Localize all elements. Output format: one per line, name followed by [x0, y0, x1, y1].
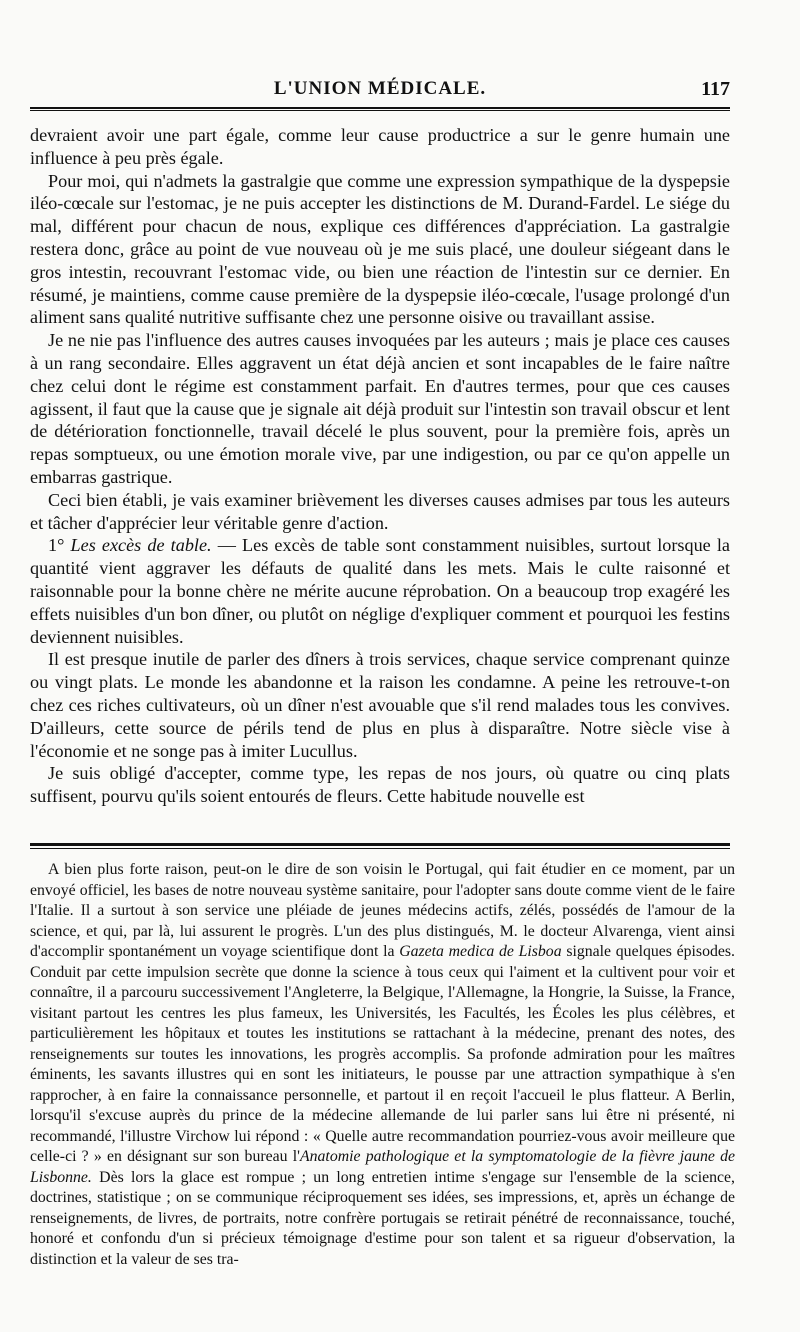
main-text — [30, 124, 730, 839]
footnote-text-2: signale quelques épisodes. Conduit par cette impulsion secrète que donne la science à tous ceux qui l'aiment et la cultivent pour voir et connaître, il a parcouru successivement l'Angleterre, la Belgique, l'Allemagne, la Hongrie, la Suisse, la France, visitant partout les centres les plus fameux, les Universités, les Facultés, les Écoles les plus célèbres, et particulièrement les hôpitaux et toutes les institutions se rattachant à la médecine, prenant des notes, des renseignements sur toutes les innovations, les progrès accomplis. Sa profonde admiration pour les maîtres éminents, les savants illustres qui en sont les initiateurs, le pousse par une attraction sympathique à s'en rapprocher, à en faire la connaissance personnelle, et partout il en reçoit l'accueil le plus flatteur. A Berlin, lorsqu'il s'excuse auprès du prince de la médecine allemande de lui parler sans lui être ni présenté, ni recommandé, l'illustre Virchow lui répond : « Quelle autre recommandation pourriez-vous avoir meilleure que celle-ci ? » en désignant sur son bureau l' — [30, 943, 735, 1165]
journal-title: Gazeta medica de Lisboa — [399, 943, 562, 960]
paragraph-6: Il est presque inutile de parler des dîners à trois services, chaque service comprenant quinze ou vingt plats. Le monde les abandonne et la raison les condamne. A peine les retrouve-t-on chez ces riches cultivateurs, où un dîner n'est avouable que s'il rend malades tous les convives. D'ailleurs, cette source de périls tend de plus en plus à disparaître. Notre siècle vise à l'économie et ne songe pas à imiter Lucullus. — [30, 649, 730, 761]
running-title: L'UNION MÉDICALE. — [273, 78, 487, 99]
footnote-separator-thin — [30, 848, 730, 849]
page-header — [30, 78, 730, 104]
paragraph-5 — [30, 534, 730, 648]
header-rule — [30, 107, 730, 109]
footnote — [30, 860, 735, 1320]
paragraph-4: Ceci bien établi, je vais examiner brièvement les diverses causes admises par tous les auteurs et tâcher d'apprécier leur véritable genre d'action. — [30, 489, 730, 533]
paragraph-7: Je suis obligé d'accepter, comme type, les repas de nos jours, où quatre ou cinq plats suffisent, pourvu qu'ils soient entourés de fleurs. Cette habitude nouvelle est — [30, 763, 730, 807]
paragraph-1: devraient avoir une part égale, comme leur cause productrice a sur le genre humain une influence à peu près égale. — [30, 125, 730, 168]
footnote-text-3: Dès lors la glace est rompue ; un long entretien intime s'engage sur l'ensemble de la science, doctrines, statistique ; on se communique réciproquement ses idées, ses impressions, et, après un échange de renseignements, de livres, de portraits, notre confrère portugais se retirait pénétré de reconnaissance, touché, honoré et confondu d'un si précieux témoignage d'estime pour son talent et sa rigueur d'observation, la distinction et la valeur de ses tra- — [30, 1168, 735, 1268]
paragraph-3: Je ne nie pas l'influence des autres causes invoquées par les auteurs ; mais je place ces causes à un rang secondaire. Elles aggravent un état déjà ancien et sont incapables de le faire naître chez celui dont le régime est constamment parfait. En d'autres termes, pour que ces causes agissent, il faut que la cause que je signale ait déjà produit sur l'intestin son travail obscur et lent de détérioration fonctionnelle, travail décelé le plus souvent, pour la première fois, après un repas somptueux, ou une émotion morale vive, par une indigestion, ou par ce qu'on appelle un embarras gastrique. — [30, 330, 730, 487]
section-heading: Les excès de table. — [70, 535, 212, 556]
book-title: Anatomie pathologique et la symptomatologie de la fièvre jaune de Lisbonne. — [30, 1148, 735, 1186]
page-number: 117 — [701, 78, 730, 100]
footnote-separator — [30, 843, 730, 846]
paragraph-2: Pour moi, qui n'admets la gastralgie que comme une expression sympathique de la dyspepsie iléo-cœcale sur l'estomac, je ne puis accepter les distinctions de M. Durand-Fardel. Le siége du mal, différent pour chacun de nous, explique ces différences d'appréciation. La gastralgie restera donc, grâce au point de vue nouveau où je me suis placé, une douleur siégeant dans le gros intestin, recouvrant l'estomac vide, ou bien une réaction de l'intestin sur ce dernier. En résumé, je maintiens, comme cause première de la dyspepsie iléo-cœcale, l'usage prolongé d'un aliment sans qualité nutritive suffisante chez une personne oisive ou travaillant assise. — [30, 170, 730, 328]
footnote-paragraph — [30, 860, 735, 1270]
paragraph-5-text: — Les excès de table sont constamment nuisibles, surtout lorsque la quantité vient aggraver les défauts de qualité dans les mets. Mais le culte raisonné et raisonnable pour la bonne chère ne mérite aucune réprobation. On a beaucoup trop exagéré les effets nuisibles d'un bon dîner, ou plutôt on néglige d'expliquer comment et pourquoi les festins deviennent nuisibles. — [30, 535, 730, 647]
header-rule-thin — [30, 110, 730, 111]
footnote-text-1: A bien plus forte raison, peut-on le dire de son voisin le Portugal, qui fait étudier en ce moment, par un envoyé officiel, les bases de notre nouveau système sanitaire, pour l'adopter sans doute comme vient de le faire l'Italie. Il a surtout à son service une pléiade de jeunes médecins actifs, zélés, possédés de l'amour de la science, et qui, par là, lui assurent le progrès. L'un des plus distingués, M. le docteur Alvarenga, vient ainsi d'accomplir spontanément un voyage scientifique dont la — [30, 861, 735, 960]
section-number: 1° — [48, 535, 71, 556]
